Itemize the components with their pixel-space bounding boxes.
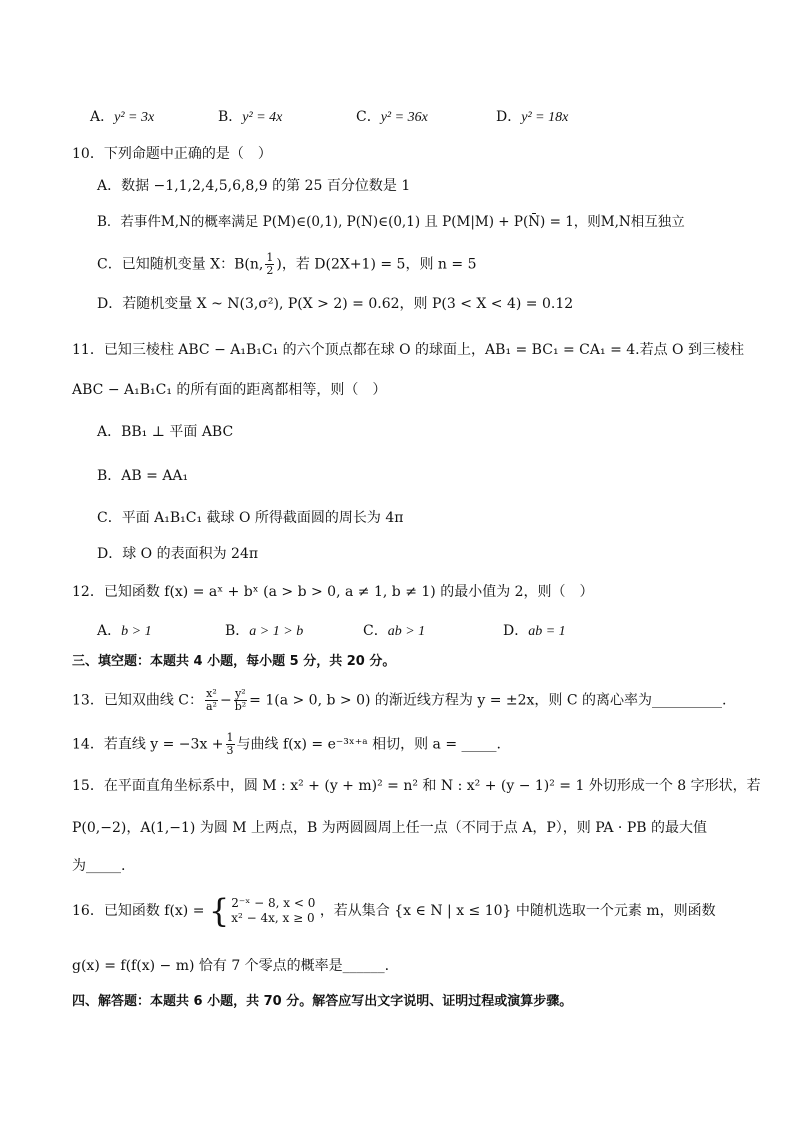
q11-stem-line2: ABC − A₁B₁C₁ 的所有面的距离都相等，则（ ） xyxy=(72,382,387,398)
q9-options xyxy=(90,106,626,126)
q12-options xyxy=(97,620,633,640)
q16-line2: g(x) = f(f(x) − m) 恰有 7 个零点的概率是______. xyxy=(72,958,390,974)
left-brace-icon: { xyxy=(208,892,230,930)
q10-option-a: A．数据 −1,1,2,4,5,6,8,9 的第 25 百分位数是 1 xyxy=(97,178,411,194)
fraction: $\frac{1}{2}$ xyxy=(266,251,274,277)
q9-option-c: C．y² = 36x xyxy=(356,109,428,125)
q11-stem-line1: 11．已知三棱柱 ABC − A₁B₁C₁ 的六个顶点都在球 O 的球面上，AB₁ = BC₁ = CA₁ = 4.若点 O 到三棱柱 xyxy=(72,342,744,358)
fraction: $\frac{1}{3}$ xyxy=(226,731,234,757)
q9-option-d: D．y² = 18x xyxy=(496,109,569,125)
q12-option-a: A．b > 1 xyxy=(97,623,152,639)
fraction-x: $\frac{\text{x²}}{\text{a²}}$ xyxy=(205,687,217,713)
q10-stem: 10．下列命题中正确的是（ ） xyxy=(72,146,272,162)
piecewise-function xyxy=(208,892,316,930)
q10-option-b: B．若事件M,N的概率满足 P(M)∈(0,1), P(N)∈(0,1) 且 P(M|M) + P(N̄) = 1，则M,N相互独立 xyxy=(97,214,685,230)
q11-option-c: C．平面 A₁B₁C₁ 截球 O 所得截面圆的周长为 4π xyxy=(97,510,404,526)
q12-option-b: B．a > 1 > b xyxy=(225,623,304,639)
q12-option-d: D．ab = 1 xyxy=(503,623,566,639)
case-nonnegative: x² − 4x, x ≥ 0 xyxy=(231,911,315,925)
q15-line1: 15．在平面直角坐标系中，圆 M : x² + (y + m)² = n² 和 N : x² + (y − 1)² = 1 外切形成一个 8 字形状，若 xyxy=(72,778,761,794)
q11-option-b: B．AB = AA₁ xyxy=(97,468,189,484)
section-3-heading: 三、填空题：本题共 4 小题，每小题 5 分，共 20 分。 xyxy=(72,654,396,669)
q9-option-b: B．y² = 4x xyxy=(218,109,283,125)
q12-option-c: C．ab > 1 xyxy=(363,623,426,639)
fraction-y: $\frac{\text{y²}}{\text{b²}}$ xyxy=(234,687,247,713)
q16-line1: 16．已知函数 f(x) = { 2⁻ˣ − 8, x < 0 x² − 4x, x ≥ 0 ，若从集合 {x ∈ N | x ≤ 10} 中随机选取一个元素 m，则函数 xyxy=(72,892,716,930)
q13: 13．已知双曲线 C： $\frac{\text{x²}}{\text{a²}}$ − $\frac{\text{y²}}{\text{b²}}$ = 1(a > 0, b > 0) 的渐近线方程为 y = ±2x，则 C 的离心率为__________. xyxy=(72,687,727,713)
q9-option-a: A．y² = 3x xyxy=(90,109,155,125)
q11-option-a: A．BB₁ ⊥ 平面 ABC xyxy=(97,424,234,440)
q14: 14．若直线 y = −3x + $\frac{1}{3}$ 与曲线 f(x) = e⁻³ˣ⁺ᵃ 相切，则 a = _____. xyxy=(72,731,501,757)
q12-stem: 12．已知函数 f(x) = aˣ + bˣ (a > b > 0, a ≠ 1, b ≠ 1) 的最小值为 2，则（ ） xyxy=(72,584,594,600)
case-negative: 2⁻ˣ − 8, x < 0 xyxy=(231,896,316,910)
q10-option-c: C．已知随机变量 X：B(n, $\frac{1}{2}$ )，若 D(2X+1) = 5，则 n = 5 xyxy=(97,251,477,277)
q15-line3: 为_____. xyxy=(72,858,126,874)
q15-line2: P(0,−2)，A(1,−1) 为圆 M 上两点，B 为两圆圆周上任一点（不同于点 A，P），则 PA · PB 的最大值 xyxy=(72,820,707,836)
q10-option-d: D．若随机变量 X ~ N(3,σ²), P(X > 2) = 0.62，则 P(3 < X < 4) = 0.12 xyxy=(97,296,574,312)
section-4-heading: 四、解答题：本题共 6 小题，共 70 分。解答应写出文字说明、证明过程或演算步骤。 xyxy=(72,994,573,1009)
q11-option-d: D．球 O 的表面积为 24π xyxy=(97,546,259,562)
